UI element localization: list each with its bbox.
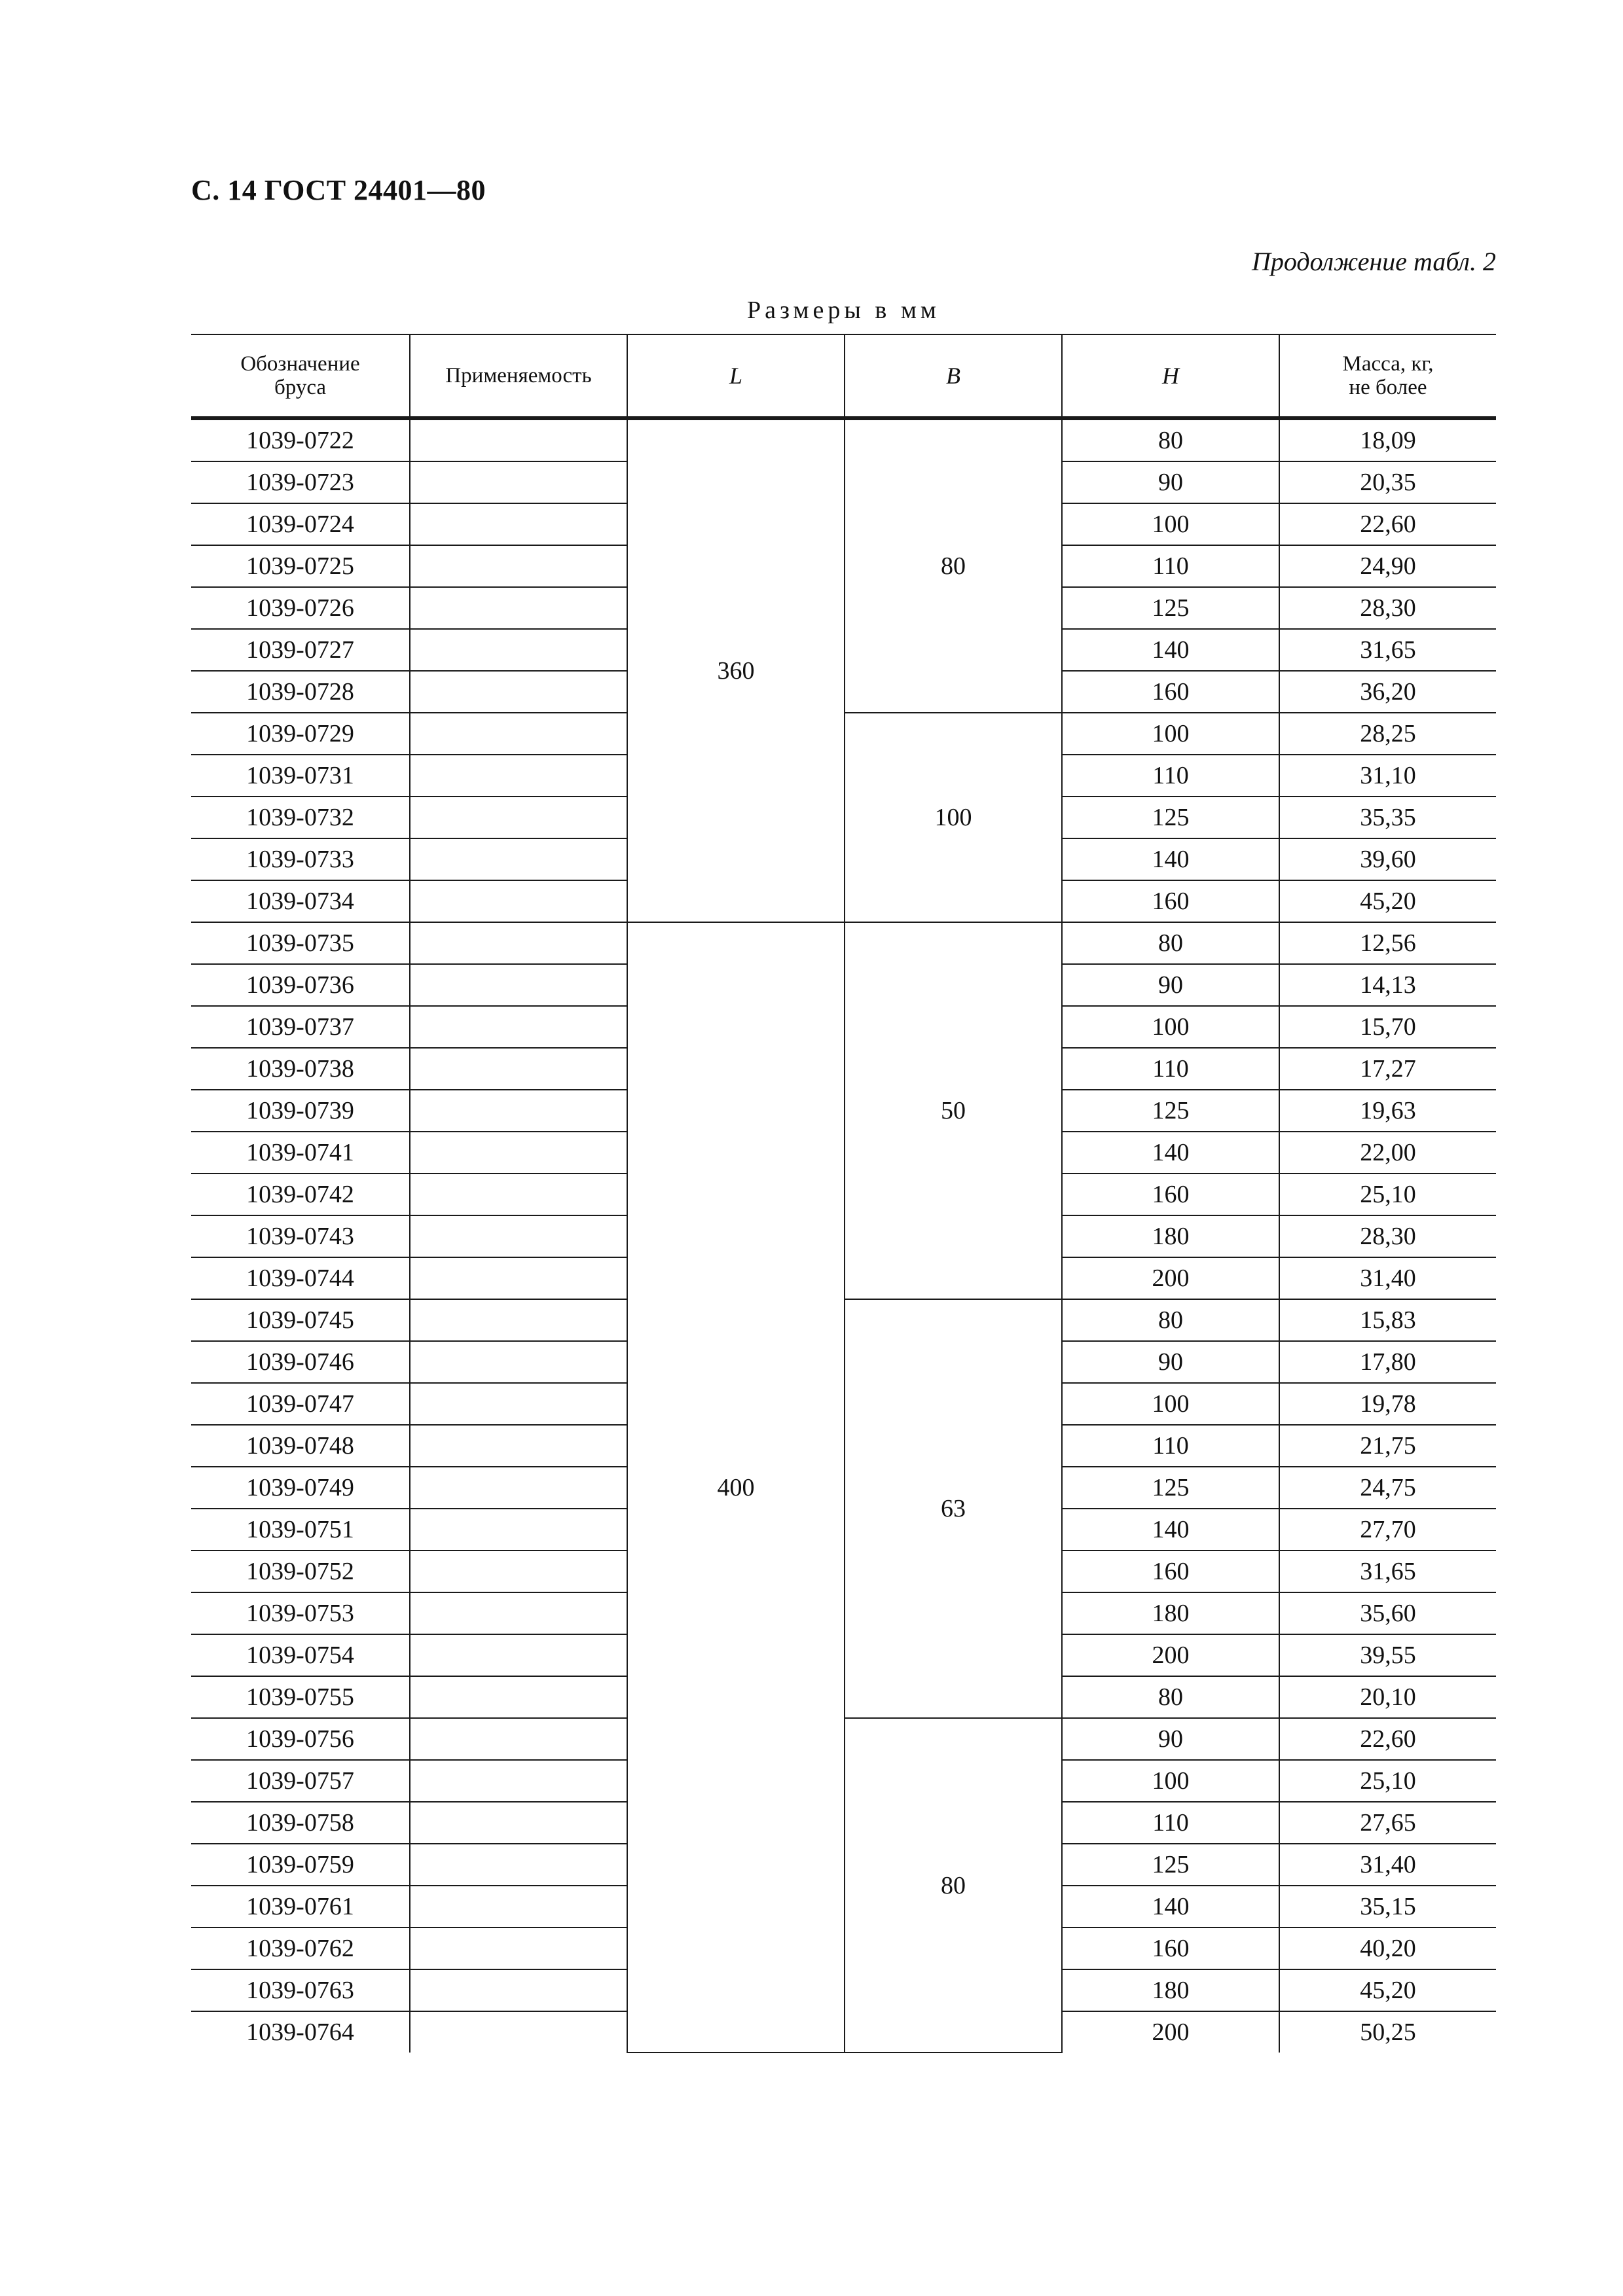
col-header-mass: Масса, кг, не более [1279,334,1496,418]
cell-applicability [410,545,627,587]
dimensions-table [191,334,1496,2053]
cell-B: 100 [845,713,1062,922]
cell-H: 125 [1062,1090,1279,1132]
cell-applicability [410,503,627,545]
cell-code: 1039-0724 [191,503,410,545]
cell-applicability [410,922,627,964]
cell-code: 1039-0736 [191,964,410,1006]
cell-applicability [410,1509,627,1551]
cell-code: 1039-0739 [191,1090,410,1132]
cell-H: 140 [1062,838,1279,880]
cell-applicability [410,1844,627,1886]
cell-H: 140 [1062,1132,1279,1174]
cell-applicability [410,1048,627,1090]
cell-mass: 20,35 [1279,461,1496,503]
cell-mass: 35,15 [1279,1886,1496,1928]
cell-mass: 25,10 [1279,1760,1496,1802]
cell-applicability [410,1341,627,1383]
cell-applicability [410,797,627,838]
cell-applicability [410,1215,627,1257]
cell-mass: 14,13 [1279,964,1496,1006]
cell-code: 1039-0753 [191,1592,410,1634]
cell-H: 140 [1062,629,1279,671]
cell-applicability [410,1551,627,1592]
col-header-B: B [845,334,1062,418]
cell-code: 1039-0746 [191,1341,410,1383]
cell-H: 110 [1062,1425,1279,1467]
cell-mass: 31,40 [1279,1844,1496,1886]
cell-mass: 21,75 [1279,1425,1496,1467]
cell-mass: 28,30 [1279,587,1496,629]
cell-code: 1039-0754 [191,1634,410,1676]
cell-mass: 28,30 [1279,1215,1496,1257]
cell-code: 1039-0726 [191,587,410,629]
cell-H: 160 [1062,880,1279,922]
cell-mass: 31,10 [1279,755,1496,797]
cell-L: 400 [627,922,845,2053]
cell-code: 1039-0738 [191,1048,410,1090]
cell-H: 200 [1062,1634,1279,1676]
cell-mass: 17,27 [1279,1048,1496,1090]
cell-applicability [410,1467,627,1509]
cell-mass: 36,20 [1279,671,1496,713]
cell-mass: 31,40 [1279,1257,1496,1299]
cell-H: 100 [1062,713,1279,755]
cell-applicability [410,587,627,629]
cell-H: 200 [1062,2011,1279,2053]
cell-H: 160 [1062,1928,1279,1969]
col-header-code: Обозначение бруса [191,334,410,418]
cell-applicability [410,1299,627,1341]
cell-mass: 15,83 [1279,1299,1496,1341]
cell-code: 1039-0759 [191,1844,410,1886]
cell-applicability [410,1383,627,1425]
cell-mass: 15,70 [1279,1006,1496,1048]
cell-applicability [410,461,627,503]
cell-applicability [410,629,627,671]
cell-code: 1039-0762 [191,1928,410,1969]
cell-applicability [410,1425,627,1467]
table-header-row [191,334,1496,418]
cell-mass: 22,60 [1279,503,1496,545]
cell-code: 1039-0752 [191,1551,410,1592]
cell-code: 1039-0763 [191,1969,410,2011]
cell-applicability [410,1132,627,1174]
cell-mass: 40,20 [1279,1928,1496,1969]
cell-H: 80 [1062,418,1279,461]
cell-applicability [410,838,627,880]
units-caption: Размеры в мм [747,296,940,324]
cell-mass: 19,63 [1279,1090,1496,1132]
cell-mass: 24,75 [1279,1467,1496,1509]
cell-code: 1039-0745 [191,1299,410,1341]
table-row [191,922,1496,964]
cell-code: 1039-0751 [191,1509,410,1551]
cell-H: 125 [1062,797,1279,838]
cell-applicability [410,1886,627,1928]
cell-mass: 35,35 [1279,797,1496,838]
cell-code: 1039-0748 [191,1425,410,1467]
cell-mass: 25,10 [1279,1174,1496,1215]
cell-applicability [410,1718,627,1760]
cell-H: 100 [1062,503,1279,545]
cell-mass: 39,55 [1279,1634,1496,1676]
cell-H: 110 [1062,1802,1279,1844]
cell-H: 160 [1062,1551,1279,1592]
cell-applicability [410,671,627,713]
cell-H: 90 [1062,964,1279,1006]
cell-code: 1039-0761 [191,1886,410,1928]
cell-applicability [410,1969,627,2011]
cell-mass: 17,80 [1279,1341,1496,1383]
cell-mass: 45,20 [1279,1969,1496,2011]
cell-code: 1039-0735 [191,922,410,964]
cell-code: 1039-0722 [191,418,410,461]
cell-mass: 31,65 [1279,629,1496,671]
cell-applicability [410,1634,627,1676]
cell-code: 1039-0747 [191,1383,410,1425]
cell-applicability [410,713,627,755]
cell-B: 63 [845,1299,1062,1718]
cell-applicability [410,1090,627,1132]
col-header-H: H [1062,334,1279,418]
cell-applicability [410,1760,627,1802]
cell-mass: 35,60 [1279,1592,1496,1634]
cell-H: 90 [1062,1341,1279,1383]
cell-applicability [410,1257,627,1299]
cell-H: 140 [1062,1509,1279,1551]
cell-code: 1039-0731 [191,755,410,797]
cell-mass: 19,78 [1279,1383,1496,1425]
cell-code: 1039-0732 [191,797,410,838]
cell-mass: 39,60 [1279,838,1496,880]
cell-code: 1039-0727 [191,629,410,671]
cell-code: 1039-0729 [191,713,410,755]
cell-code: 1039-0728 [191,671,410,713]
table-continuation-note: Продолжение табл. 2 [1251,247,1496,276]
cell-code: 1039-0723 [191,461,410,503]
cell-code: 1039-0756 [191,1718,410,1760]
cell-H: 100 [1062,1383,1279,1425]
cell-H: 125 [1062,1844,1279,1886]
cell-code: 1039-0742 [191,1174,410,1215]
cell-mass: 28,25 [1279,713,1496,755]
cell-mass: 50,25 [1279,2011,1496,2053]
cell-H: 90 [1062,461,1279,503]
page-header: С. 14 ГОСТ 24401—80 [191,174,486,206]
cell-applicability [410,1006,627,1048]
cell-H: 100 [1062,1760,1279,1802]
cell-code: 1039-0749 [191,1467,410,1509]
cell-code: 1039-0737 [191,1006,410,1048]
cell-code: 1039-0744 [191,1257,410,1299]
cell-code: 1039-0757 [191,1760,410,1802]
cell-applicability [410,1802,627,1844]
cell-H: 80 [1062,1676,1279,1718]
table-row [191,418,1496,461]
cell-H: 80 [1062,1299,1279,1341]
cell-applicability [410,2011,627,2053]
cell-code: 1039-0734 [191,880,410,922]
cell-code: 1039-0733 [191,838,410,880]
cell-mass: 12,56 [1279,922,1496,964]
cell-mass: 31,65 [1279,1551,1496,1592]
cell-H: 110 [1062,1048,1279,1090]
cell-mass: 27,70 [1279,1509,1496,1551]
cell-mass: 27,65 [1279,1802,1496,1844]
cell-applicability [410,1174,627,1215]
cell-code: 1039-0755 [191,1676,410,1718]
cell-applicability [410,1928,627,1969]
cell-mass: 18,09 [1279,418,1496,461]
cell-B: 50 [845,922,1062,1299]
cell-L: 360 [627,418,845,922]
cell-code: 1039-0743 [191,1215,410,1257]
cell-applicability [410,418,627,461]
cell-H: 180 [1062,1592,1279,1634]
cell-H: 140 [1062,1886,1279,1928]
cell-code: 1039-0725 [191,545,410,587]
cell-H: 110 [1062,545,1279,587]
cell-code: 1039-0741 [191,1132,410,1174]
cell-H: 180 [1062,1215,1279,1257]
cell-H: 100 [1062,1006,1279,1048]
cell-H: 160 [1062,671,1279,713]
cell-applicability [410,1676,627,1718]
cell-H: 90 [1062,1718,1279,1760]
cell-H: 160 [1062,1174,1279,1215]
cell-applicability [410,1592,627,1634]
cell-mass: 22,00 [1279,1132,1496,1174]
cell-H: 180 [1062,1969,1279,2011]
cell-mass: 20,10 [1279,1676,1496,1718]
cell-H: 200 [1062,1257,1279,1299]
cell-applicability [410,964,627,1006]
cell-code: 1039-0758 [191,1802,410,1844]
cell-H: 80 [1062,922,1279,964]
cell-applicability [410,880,627,922]
cell-H: 125 [1062,1467,1279,1509]
cell-mass: 45,20 [1279,880,1496,922]
cell-code: 1039-0764 [191,2011,410,2053]
table-body [191,418,1496,2053]
cell-B: 80 [845,1718,1062,2053]
cell-applicability [410,755,627,797]
cell-H: 125 [1062,587,1279,629]
col-header-applicability: Применяемость [410,334,627,418]
cell-mass: 24,90 [1279,545,1496,587]
cell-mass: 22,60 [1279,1718,1496,1760]
col-header-L: L [627,334,845,418]
cell-B: 80 [845,418,1062,713]
cell-H: 110 [1062,755,1279,797]
